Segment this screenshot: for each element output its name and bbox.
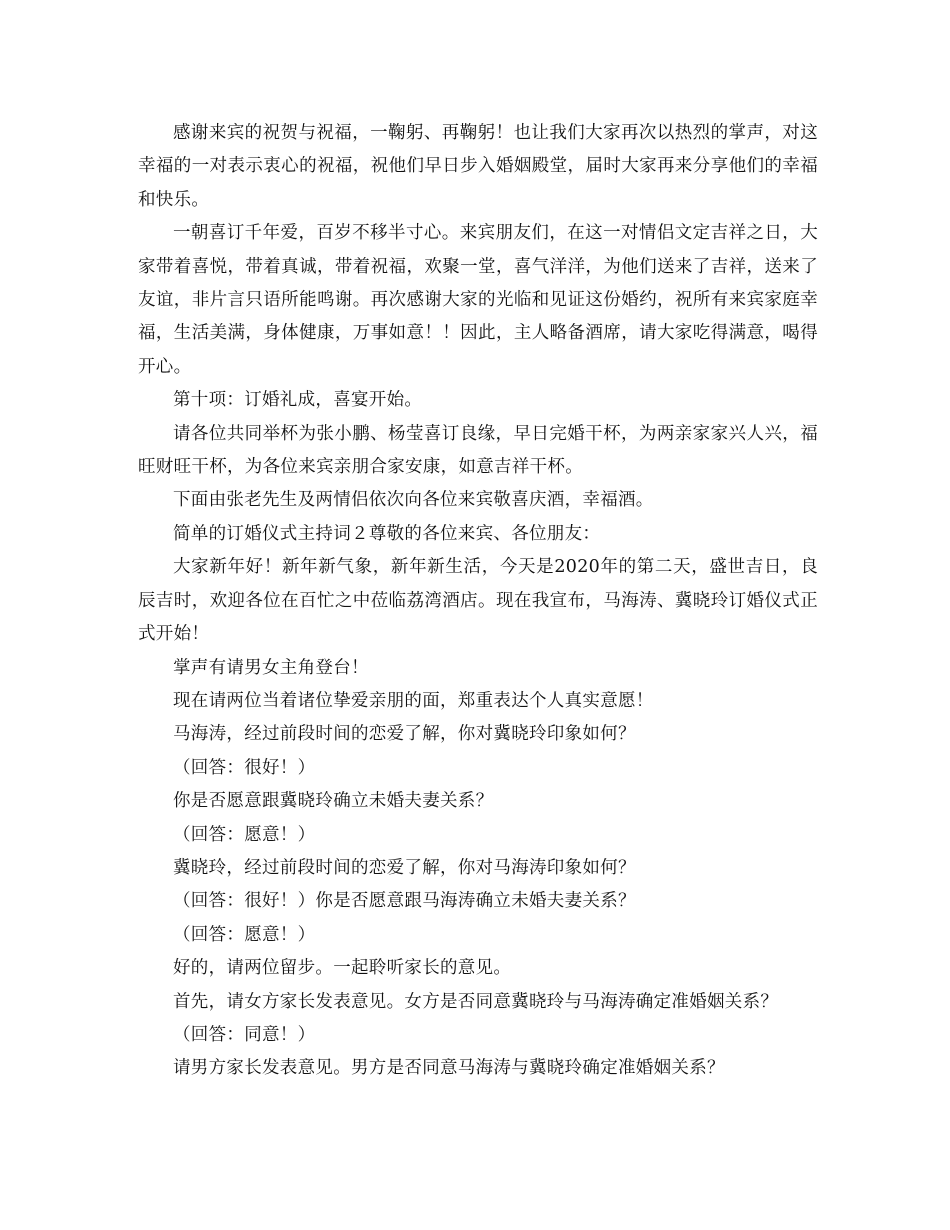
paragraph-thanks: 感谢来宾的祝贺与祝福，一鞠躬、再鞠躬！也让我们大家再次以热烈的掌声，对这幸福的一对表示衷心的祝福，祝他们早日步入婚姻殿堂，届时大家再来分享他们的幸福和快乐。 [138,123,818,210]
paragraph-section-two-heading: 简单的订婚仪式主持词２尊敬的各位来宾、各位朋友： [173,523,601,544]
paragraph-intent: 现在请两位当着诸位挚爱亲朋的面，郑重表达个人真实意愿！ [173,690,654,711]
paragraph-parents: 好的，请两位留步。一起聆听家长的意见。 [173,958,512,979]
paragraph-toast: 请各位共同举杯为张小鹏、杨莹喜订良缘，早日完婚干杯，为两亲家家兴人兴，福旺财旺干杯，为各位来宾亲朋合家安康，如意吉祥干杯。 [138,423,818,478]
document-body [138,117,818,1086]
paragraph-groom-parents: 请男方家长发表意见。男方是否同意马海涛与冀晓玲确定准婚姻关系？ [173,1058,725,1079]
paragraph-answer-3: （回答：很好！）你是否愿意跟马海涛确立未婚夫妻关系？ [173,891,636,912]
paragraph-opening: 大家新年好！新年新气象，新年新生活，今天是2020年的第二天，盛世吉日，良辰吉时，欢迎各位在百忙之中莅临荔湾酒店。现在我宣布，马海涛、冀晓玲订婚仪式正式开始！ [138,557,818,645]
paragraph-wine: 下面由张老先生及两情侣依次向各位来宾敬喜庆酒，幸福酒。 [173,490,654,511]
paragraph-applause: 掌声有请男女主角登台！ [173,657,369,678]
paragraph-question-bride: 冀晓玲，经过前段时间的恋爱了解，你对马海涛印象如何？ [173,857,636,878]
paragraph-answer-2: （回答：愿意！） [173,824,316,845]
paragraph-answer-4: （回答：愿意！） [173,924,316,945]
paragraph-item-ten: 第十项：订婚礼成，喜宴开始。 [173,390,423,411]
paragraph-answer-5: （回答：同意！） [173,1024,316,1045]
paragraph-bride-parents: 首先，请女方家长发表意见。女方是否同意冀晓玲与马海涛确定准婚姻关系？ [173,991,779,1012]
paragraph-blessing: 一朝喜订千年爱，百岁不移半寸心。来宾朋友们，在这一对情侣文定吉祥之日，大家带着喜悦，带着真诚，带着祝福，欢聚一堂，喜气洋洋，为他们送来了吉祥，送来了友谊，非片言只语所能鸣谢。再次感谢大家的光临和见证这份婚约，祝所有来宾家庭幸福，生活美满，身体健康，万事如意！！因此，主人略备酒席，请大家吃得满意，喝得开心。 [138,223,818,377]
paragraph-answer-1: （回答：很好！） [173,757,316,778]
paragraph-question-groom: 马海涛，经过前段时间的恋爱了解，你对冀晓玲印象如何？ [173,724,636,745]
paragraph-question-groom-2: 你是否愿意跟冀晓玲确立未婚夫妻关系？ [173,791,494,812]
